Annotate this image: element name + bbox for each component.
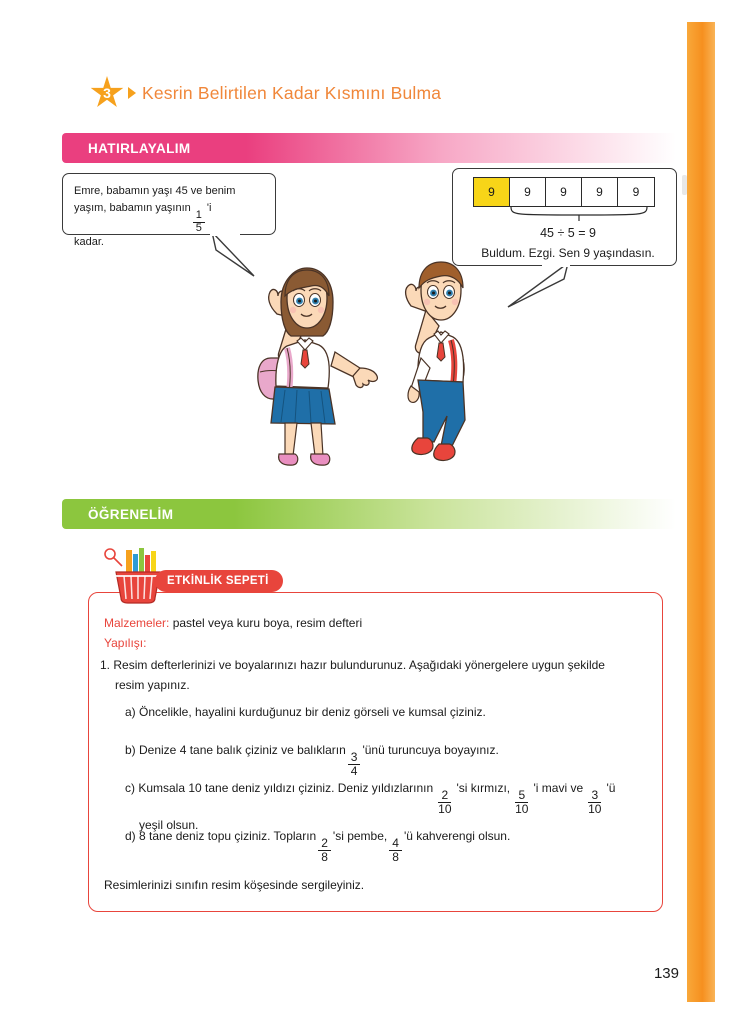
strip-cell: 9: [632, 185, 640, 199]
page-title: Kesrin Belirtilen Kadar Kısmını Bulma: [142, 82, 442, 103]
section-number: 3: [103, 85, 111, 101]
fraction-three-fourths: $\frac{3}{4}$: [348, 751, 361, 777]
materials-line: [104, 616, 362, 630]
strip-cell: 9: [582, 178, 618, 206]
band-remember: [62, 133, 676, 163]
activity-basket-tag: ETKİNLİK SEPETİ: [155, 570, 283, 592]
girl-bubble-line3: kadar.: [74, 236, 104, 249]
fraction-one-fifth: $\frac{1}{5}$: [193, 210, 205, 234]
activity-step-d: [125, 826, 645, 863]
strip-cell: 9: [546, 178, 582, 206]
band-remember-label: HATIRLAYALIM: [88, 140, 191, 156]
girl-bubble-line2b: 'i: [206, 202, 212, 214]
arrow-icon: [128, 87, 136, 99]
boy-equation: 45 ÷ 5 = 9: [540, 226, 596, 240]
steps-label: Yapılışı:: [104, 636, 147, 650]
star-icon: [90, 76, 124, 110]
strip-cell: 9: [510, 178, 546, 206]
step-b-pre: b) Denize 4 tane balık çiziniz ve balıkların: [125, 743, 346, 757]
fraction-two-tenths: $\frac{2}{10}$: [438, 788, 452, 816]
activity-step-a: a) Öncelikle, hayalini kurduğunuz bir deniz görseli ve kumsal çiziniz.: [125, 705, 486, 719]
step-d-post2: 'ü kahverengi olsun.: [403, 829, 511, 843]
step-c-pre: c) Kumsala 10 tane deniz yıldızı çiziniz. Deniz yıldızlarının: [125, 781, 434, 795]
section-heading: [90, 76, 441, 110]
fraction-four-eighths: $\frac{4}{8}$: [389, 837, 402, 863]
brace-icon: [509, 206, 653, 222]
step-c-post3: 'ü: [606, 781, 616, 795]
step-1-line1: Resim defterlerinizi ve boyalarınızı hazır bulundurunuz. Aşağıdaki yönergelere uygun şekilde: [113, 658, 605, 672]
step-b-post: 'ünü turuncuya boyayınız.: [362, 743, 499, 757]
girl-bubble-line2a: yaşım, babamın yaşının: [74, 202, 191, 214]
fraction-three-tenths: $\frac{3}{10}$: [588, 788, 602, 816]
page-edge-notch: [682, 175, 687, 195]
illustration-two-children: [215, 240, 495, 490]
speech-tail-boy: [506, 263, 570, 309]
materials-label: Malzemeler:: [104, 616, 170, 630]
step-c-line2: yeşil olsun.: [139, 818, 199, 833]
materials-value: pastel veya kuru boya, resim defteri: [172, 616, 363, 630]
fraction-two-eighths: $\frac{2}{8}$: [318, 837, 331, 863]
boy-conclusion: Buldum. Ezgi. Sen 9 yaşındasın.: [481, 246, 655, 260]
page-edge-bar: [687, 22, 715, 1002]
page-number: 139: [653, 965, 679, 982]
girl-bubble-line1: Emre, babamın yaşı 45 ve benim: [74, 185, 236, 197]
fraction-five-tenths: $\frac{5}{10}$: [515, 788, 529, 816]
step-1-line2: resim yapınız.: [115, 678, 190, 692]
step-1-marker: 1.: [100, 658, 111, 672]
step-c-post2: 'i mavi ve: [533, 781, 584, 795]
band-learn-label: ÖĞRENELİM: [88, 506, 174, 522]
band-learn: [62, 499, 676, 529]
step-d-pre: d) 8 tane deniz topu çiziniz. Topların: [125, 829, 317, 843]
speech-bubble-girl: [62, 173, 276, 249]
number-strip: [473, 177, 655, 207]
activity-final-note: Resimlerinizi sınıfın resim köşesinde sergileyiniz.: [104, 878, 365, 892]
step-c-post1: 'si kırmızı,: [456, 781, 511, 795]
strip-cell: 9: [474, 178, 510, 206]
step-d-post1: 'si pembe,: [332, 829, 388, 843]
activity-step-b: [125, 740, 645, 777]
activity-step-1: [100, 655, 645, 695]
